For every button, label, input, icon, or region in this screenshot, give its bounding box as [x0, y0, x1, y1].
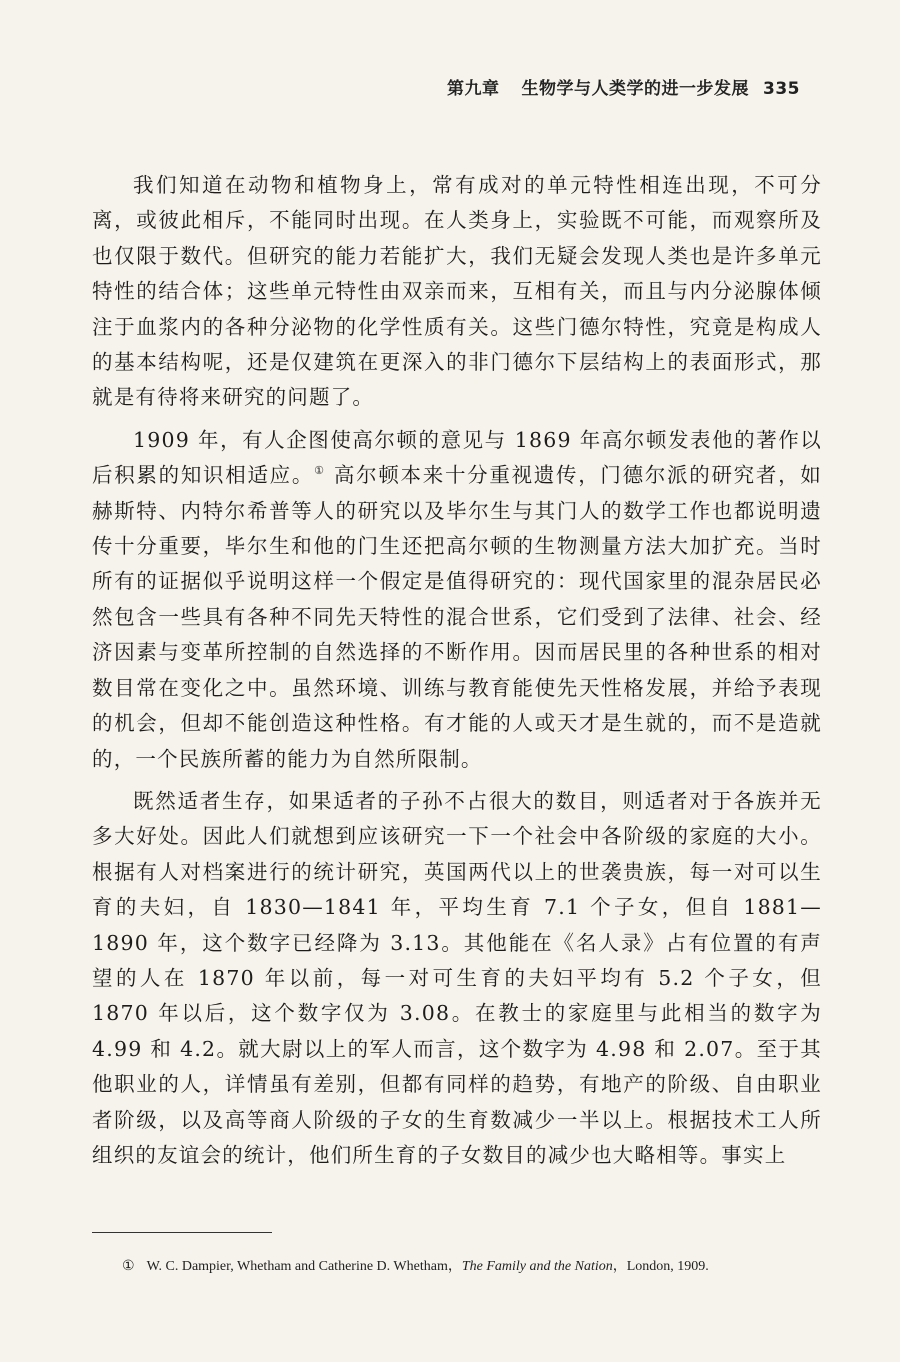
chapter-title: 生物学与人类学的进一步发展: [521, 79, 749, 99]
paragraph-2-part-1: 1909 年，有人企图使高尔顿的意见与 1869 年高尔顿发表他的著作以后积累的知识相适应。: [92, 427, 822, 488]
footnote-reference[interactable]: ①: [314, 464, 326, 478]
paragraph-3: 既然适者生存，如果适者的子孙不占很大的数目，则适者对于各族并无多大好处。因此人们就想到应该研究一下一个社会中各阶级的家庭的大小。根据有人对档案进行的统计研究，英国两代以上的世袭贵族，每一对可以生育的夫妇，自 1830—1841 年，平均生育 7.1 个子女，但自 1881—1890 年，这个数字已经降为 3.13。其他能在《名人录》占有位置的有声望的人在 1870 年以前，每一对可生育的夫妇平均有 5.2 个子女，但 1870 年以后，这个数字仅为 3.08。在教士的家庭里与此相当的数字为 4.99 和 4.2。就大尉以上的军人而言，这个数字为 4.98 和 2.07。至于其他职业的人，详情虽有差别，但都有同样的趋势，有地产的阶级、自由职业者阶级，以及高等商人阶级的子女的生育数减少一半以上。根据技术工人所组织的友谊会的统计，他们所生育的子女数目的减少也大略相等。事实上: [92, 788, 822, 1167]
footnote-divider: [92, 1232, 272, 1233]
chapter-label: 第九章: [447, 79, 500, 99]
footnote-book-title: The Family and the Nation: [461, 1259, 613, 1274]
footnote-publication: ，London, 1909.: [612, 1259, 709, 1274]
footnote-authors: W. C. Dampier, Whetham and Catherine D. Whetham，: [146, 1259, 462, 1274]
running-head: [430, 74, 800, 99]
paragraph-2: [92, 423, 822, 777]
footnote: [122, 1255, 822, 1275]
paragraph-1: 我们知道在动物和植物身上，常有成对的单元特性相连出现，不可分离，或彼此相斥，不能同时出现。在人类身上，实验既不可能，而观察所及也仅限于数代。但研究的能力若能扩大，我们无疑会发现人类也是许多单元特性的结合体；这些单元特性由双亲而来，互相有关，而且与内分泌腺体倾注于血浆内的各种分泌物的化学性质有关。这些门德尔特性，究竟是构成人的基本结构呢，还是仅建筑在更深入的非门德尔下层结构上的表面形式，那就是有待将来研究的问题了。: [92, 173, 822, 410]
body-text: [92, 168, 822, 1180]
footnote-mark: ①: [122, 1259, 135, 1274]
paragraph-2-part-2: 高尔顿本来十分重视遗传，门德尔派的研究者，如赫斯特、内特尔希普等人的研究以及毕尔生与其门人的数学工作也都说明遗传十分重要，毕尔生和他的门生还把高尔顿的生物测量方法大加扩充。当时所有的证据似乎说明这样一个假定是值得研究的：现代国家里的混杂居民必然包含一些具有各种不同先天特性的混合世系，它们受到了法律、社会、经济因素与变革所控制的自然选择的不断作用。因而居民里的各种世系的相对数目常在变化之中。虽然环境、训练与教育能使先天性格发展，并给予表现的机会，但却不能创造这种性格。有才能的人或天才是生就的，而不是造就的，一个民族所蓄的能力为自然所限制。: [92, 463, 823, 771]
page-number: 335: [763, 79, 800, 99]
